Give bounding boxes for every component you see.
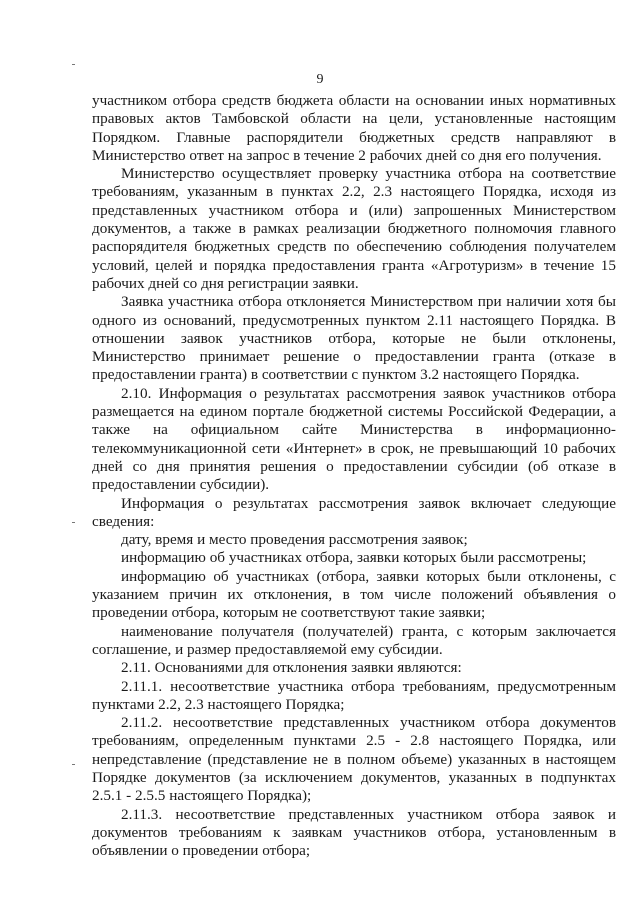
list-item-rejected: информацию об участниках (отбора, заявки которых были отклонены, с указанием причин их отклонения, в том числе положений объявления о проведении отбора, которым не соответствуют такие заявки; (92, 567, 616, 622)
paragraph-2-11-1: 2.11.1. несоответствие участника отбора требованиям, предусмотренным пунктами 2.2, 2.3 настоящего Порядка; (92, 677, 616, 713)
margin-mark (72, 64, 75, 65)
page-number: 9 (316, 72, 324, 87)
paragraph-2-11: 2.11. Основаниями для отклонения заявки являются: (121, 659, 462, 677)
list-item-date: дату, время и место проведения рассмотрения заявок; (121, 531, 468, 549)
list-item-reviewed: информацию об участниках отбора, заявки которых были рассмотрены; (121, 549, 587, 567)
list-item-recipient: наименование получателя (получателей) гранта, с которым заключается соглашение, и размер предоставляемой ему субсидии. (92, 622, 616, 658)
paragraph-2-11-3: 2.11.3. несоответствие представленных участником отбора заявок и документов требованиям к заявкам участников отбора, установленным в объявлении о проведении отбора; (92, 805, 616, 860)
margin-mark (72, 764, 75, 765)
paragraph-2-10: 2.10. Информация о результатах рассмотрения заявок участников отбора размещается на едином портале бюджетной системы Российской Федерации, а также на официальном сайте Министерства в информационно-телекоммуникационной сети «Интернет» в срок, не превышающий 10 рабочих дней со дня принятия решения о предоставлении субсидии (об отказе в предоставлении субсидии). (92, 384, 616, 494)
paragraph-info-includes: Информация о результатах рассмотрения заявок включает следующие сведения: (92, 494, 616, 530)
paragraph-rejection: Заявка участника отбора отклоняется Министерством при наличии хотя бы одного из оснований, предусмотренных пунктом 2.11 настоящего Порядка. В отношении заявок участников отбора, которые не были отклонены, Министерство принимает решение о предоставлении гранта (отказе в предоставлении гранта) в соответствии с пунктом 3.2 настоящего Порядка. (92, 293, 616, 384)
paragraph-continuation: участником отбора средств бюджета области на основании иных нормативных правовых актов Тамбовской области на цели, установленные настоящим Порядком. Главные распорядители бюджетных средств направляют в Министерство ответ на запрос в течение 2 рабочих дней со дня его получения. (92, 92, 616, 164)
paragraph-ministry-check: Министерство осуществляет проверку участника отбора на соответствие требованиям, указанным в пунктах 2.2, 2.3 настоящего Порядка, исходя из представленных участником отбора и (или) запрошенных Министерством документов, а также в рамках реализации бюджетного полномочия главного распорядителя бюджетных средств по обеспечению соблюдения получателем условий, целей и порядка предоставления гранта «Агротуризм» в течение 15 рабочих дней со дня регистрации заявки. (92, 165, 616, 292)
paragraph-2-11-2: 2.11.2. несоответствие представленных участником отбора документов требованиям, определенным пунктами 2.5 - 2.8 настоящего Порядка, или непредставление (представление не в полном объеме) указанных в настоящем Порядке документов (за исключением документов, указанных в подпунктах 2.5.1 - 2.5.5 настоящего Порядка); (92, 714, 616, 805)
document-body (92, 92, 616, 860)
margin-mark (72, 522, 75, 523)
